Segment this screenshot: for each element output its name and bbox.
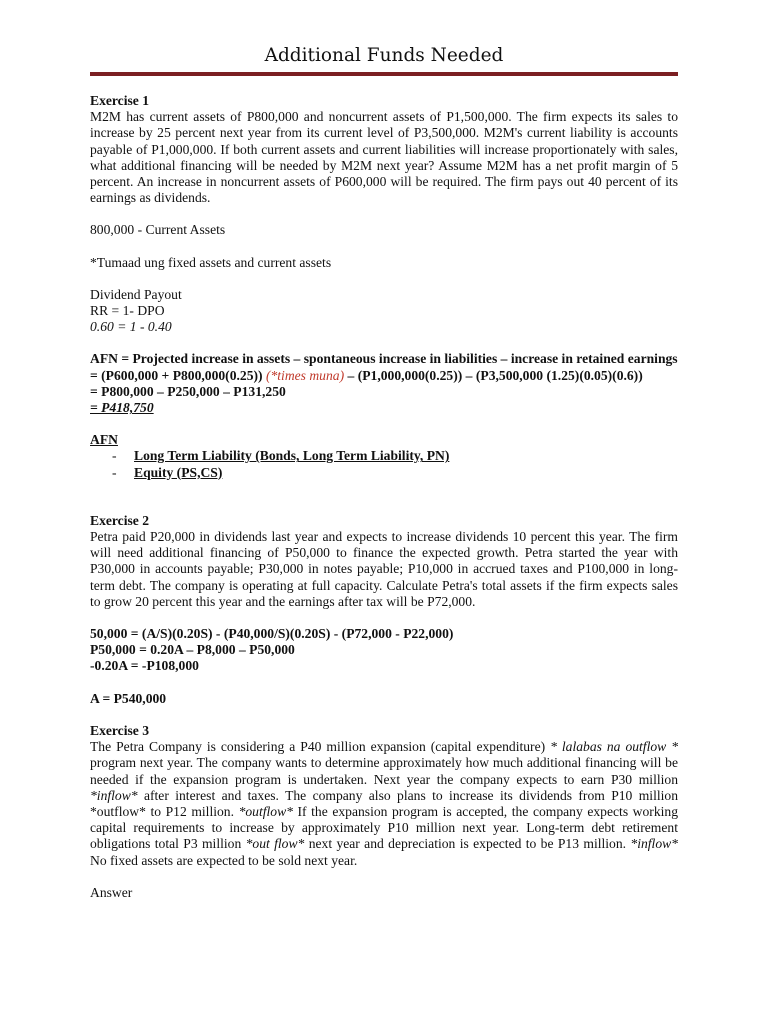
list-item: - Equity (PS,CS) (112, 464, 223, 480)
exercise-2-equation-3: -0.20A = -P108,000 (90, 658, 199, 674)
list-item-text: Equity (PS,CS) (134, 464, 223, 480)
inflow-note: *inflow* (90, 787, 138, 803)
exercise-3-problem: The Petra Company is considering a P40 million expansion (capital expenditure) * lalabas na outflow * program next year. The company wants to determine approximately how much additional financing will be needed if the expansion program is undertaken. Next year the company expects to earn P30 million *inflow* after interest and taxes. The company also plans to increase its dividends from P10 million *outflow* to P12 million. *outflow* If the expansion program is accepted, the company expects working capital requirements to increase by approximately P10 million next year. Long-term debt retirement obligations total P3 million *out flow* next year and depreciation is expected to be P13 million. *inflow* No fixed assets are expected to be sold next year. (90, 739, 678, 868)
exercise-2-problem: Petra paid P20,000 in dividends last year and expects to increase dividends 10 percent this year. The firm will need additional financing of P50,000 to finance the expected growth. Petra started the year with P30,000 in accounts payable; P30,000 in notes payable; P10,000 in accrued taxes and P100,000 in long-term debt. The company is operating at full capacity. Calculate Petra's total assets if the firm expects sales to grow 20 percent this year and the earnings after tax will be P72,000. (90, 529, 678, 609)
list-item-text: Long Term Liability (Bonds, Long Term Liability, PN) (134, 448, 450, 464)
current-assets-note: 800,000 - Current Assets (90, 222, 226, 238)
afn-calc-line-2: = P800,000 – P250,000 – P131,250 (90, 383, 286, 399)
exercise-1-problem: M2M has current assets of P800,000 and noncurrent assets of P1,500,000. The firm expects its sales to increase by 25 percent next year from its current level of P3,500,000. M2M's current liability is accounts payable of P1,000,000. If both current assets and current liabilities will increase proportionately with sales, what additional financing will be needed by M2M next year? Assume M2M has a net profit margin of 5 percent. An increase in noncurrent assets of P600,000 will be required. The firm pays out 40 percent of its earnings as dividends. (90, 109, 678, 206)
afn-result: = P418,750 (90, 400, 154, 416)
dividend-payout-label: Dividend Payout (90, 286, 182, 302)
exercise-1-heading: Exercise 1 (90, 93, 150, 108)
title-divider (90, 72, 678, 76)
afn-sources-label: AFN (90, 432, 118, 448)
exercise-2-equation-1: 50,000 = (A/S)(0.20S) - (P40,000/S)(0.20S) - (P72,000 - P22,000) (90, 626, 454, 642)
afn-calc-line-1 (90, 368, 678, 384)
outflow-note: *outflow* (238, 803, 293, 819)
fixed-assets-note: *Tumaad ung fixed assets and current assets (90, 254, 332, 270)
inflow-note: *inflow* (630, 836, 678, 852)
afn-calc-part-b: – (P1,000,000(0.25)) – (P3,500,000 (1.25)(0.05)(0.6)) (344, 367, 643, 383)
outflow-note: * lalabas na outflow * (550, 739, 678, 755)
retention-ratio-formula: RR = 1- DPO (90, 303, 165, 319)
exercise-2-answer: A = P540,000 (90, 690, 167, 706)
exercise-2-heading: Exercise 2 (90, 512, 150, 528)
afn-calc-part-a: = (P600,000 + P800,000(0.25)) (90, 367, 266, 383)
afn-formula: AFN = Projected increase in assets – spontaneous increase in liabilities – increase in retained earnings (90, 351, 678, 367)
retention-ratio-calc: 0.60 = 1 - 0.40 (90, 319, 172, 335)
outflow-note: *out flow* (245, 836, 305, 852)
exercise-3-heading: Exercise 3 (90, 722, 150, 738)
list-item: - Long Term Liability (Bonds, Long Term Liability, PN) (112, 448, 450, 464)
exercise-2-equation-2: P50,000 = 0.20A – P8,000 – P50,000 (90, 642, 295, 658)
exercise-3-answer-label: Answer (90, 884, 133, 900)
page-title: Additional Funds Needed (264, 45, 504, 66)
times-muna-note: (*times muna) (265, 367, 345, 383)
document-body (90, 93, 678, 901)
